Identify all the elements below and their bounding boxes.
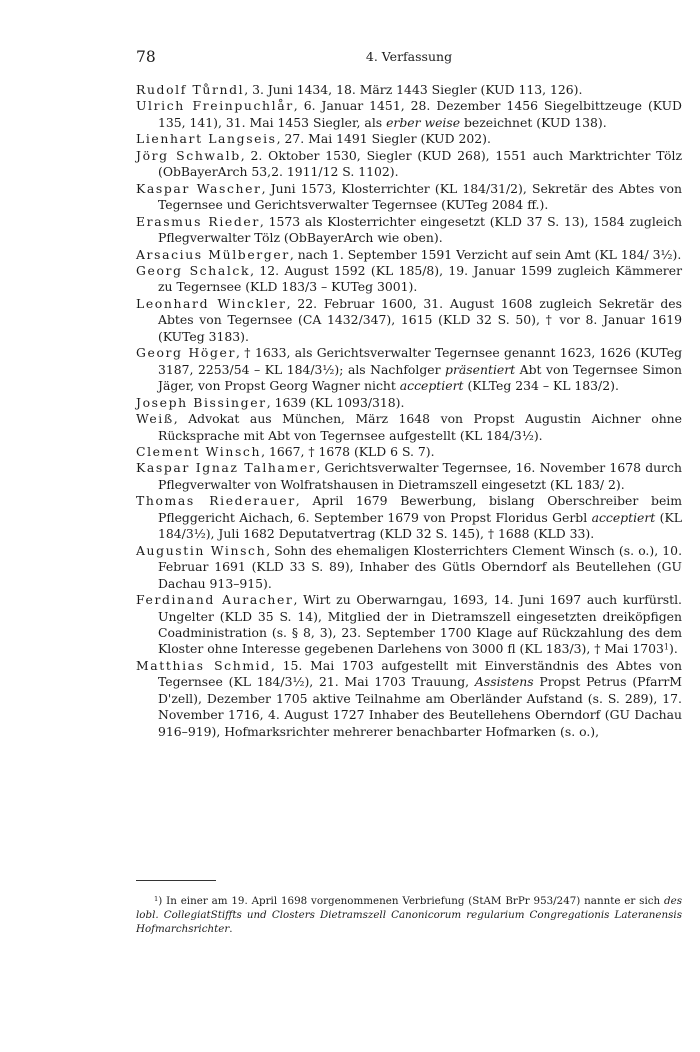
- entry-name: Jörg Schwalb: [136, 147, 241, 163]
- entry-name: Clement Winsch: [136, 443, 262, 459]
- italic-text: acceptiert: [399, 378, 464, 394]
- entry-text: (KL 184/3½), Juli 1682 Deputatvertrag (KLD 32 S. 145), † 1688 (KLD 33).: [158, 509, 682, 542]
- entry-text: , April 1679 Bewerbung, bislang Oberschreiber beim Pfleggericht Aichach, 6. September 1679 von Propst Floridus Gerbl: [158, 493, 682, 525]
- entry-text: , 1573 als Klosterrichter eingesetzt (KLD 37 S. 13), 1584 zugleich Pflegverwalter Tölz (ObBayerArch wie oben).: [158, 213, 682, 246]
- entry-name: Arsacius Mülberger: [136, 246, 290, 262]
- entry-text: , 15. Mai 1703 aufgestellt mit Einverständnis des Abtes von Tegernsee (KL 184/3½), 21. Mai 1703 Trauung,: [158, 657, 682, 690]
- entry-name: Erasmus Rieder: [136, 213, 260, 229]
- entry-name: Ulrich Freinpuchlår: [136, 98, 294, 114]
- italic-text: des lobl. CollegiatStiffts und Closters Dietramszell Canonicorum regularium Congregationis Lateranensis Hofmarchsrichter: [136, 895, 682, 935]
- entry-name: Augustin Winsch: [136, 542, 267, 558]
- italic-text: präsentiert: [445, 361, 516, 377]
- entry: [136, 460, 682, 493]
- entry-text: , 22. Februar 1600, 31. August 1608 zugleich Sekretär des Abtes von Tegernsee (CA 1432/347), 1615 (KLD 32 S. 50), † vor 8. Januar 1619 (KUTeg 3183).: [158, 295, 682, 344]
- entry-text: , Wirt zu Oberwarngau, 1693, 14. Juni 1697 auch kurfürstl. Ungelter (KLD 35 S. 14), Mitglied der in Dietramszell eingesetzten dreiköpfigen Coadministration (s. § 8, 3), 23. September 1700 Klage auf Rückzahlung des dem Kloster ohne Interesse gegebenen Darlehens von 3000 fl (KL 183/3), † Mai 1703: [158, 592, 682, 657]
- entry: [136, 131, 682, 147]
- entry: [136, 345, 682, 394]
- entry-text: , 12. August 1592 (KL 185/8), 19. Januar 1599 zugleich Kämmerer zu Tegernsee (KLD 183/3 – KUTeg 3001).: [158, 262, 682, 295]
- entry: [136, 543, 682, 592]
- entry: [136, 493, 682, 542]
- italic-text: Assistens: [474, 674, 534, 690]
- entry-text: , 3. Juni 1434, 18. März 1443 Siegler (KUD 113, 126).: [244, 82, 583, 97]
- entry-text: Abt von Tegernsee Simon Jäger, von Propst Georg Wagner nicht: [158, 361, 682, 394]
- entry: [136, 148, 682, 181]
- entry-text: .: [229, 923, 233, 935]
- entry-text: , † 1633, als Gerichtsverwalter Tegernsee genannt 1623, 1626 (KUTeg 3187, 2253/54 – KL 184/3½); als Nachfolger: [158, 345, 682, 377]
- entry: [136, 247, 682, 263]
- entry: [136, 444, 682, 460]
- entry-name: Lienhart Langseis: [136, 131, 277, 147]
- entry-name: Ferdinand Auracher: [136, 592, 294, 608]
- entry: [136, 82, 682, 98]
- entry-text: (KLTeg 234 – KL 183/2).: [463, 378, 619, 394]
- entry-list: [136, 82, 682, 740]
- entry-text: , Gerichtsverwalter Tegernsee, 16. November 1678 durch Pflegverwalter von Wolfratshausen in Dietramszell eingesetzt (KL 183/ 2).: [158, 460, 682, 492]
- entry-text: , 1639 (KL 1093/318).: [266, 394, 405, 410]
- entry-name: Georg Höger: [136, 345, 237, 361]
- entry-text: ) In einer am 19. April 1698 vorgenommenen Verbriefung (StAM BrPr 953/247) nannte er sich: [158, 895, 665, 907]
- entry-text: ).: [669, 641, 678, 657]
- entry: [136, 658, 682, 740]
- entry-text: , 6. Januar 1451, 28. Dezember 1456 Siegelbittzeuge (KUD 135, 141), 31. Mai 1453 Siegler, als: [158, 98, 682, 130]
- entry: [136, 181, 682, 214]
- entry-name: Kaspar Wascher: [136, 180, 262, 196]
- entry-name: Kaspar Ignaz Talhamer: [136, 460, 317, 476]
- entry-name: Weiß: [136, 411, 174, 427]
- entry-text: , Sohn des ehemaligen Klosterrichters Clement Winsch (s. o.), 10. Februar 1691 (KLD 33 S. 89), Inhaber des Gütls Oberndorf als Beutellehen (GU Dachau 913–915).: [158, 542, 683, 591]
- entry-name: Joseph Bissinger: [136, 394, 267, 410]
- italic-text: erber weise: [386, 114, 461, 130]
- entry: [136, 214, 682, 247]
- entry: [136, 592, 682, 658]
- running-title: 4. Verfassung: [365, 49, 453, 64]
- footnote: [136, 894, 682, 936]
- entry-text: , Advokat aus München, März 1648 von Propst Augustin Aichner ohne Rücksprache mit Abt von Tegernsee aufgestellt (KL 184/3½).: [158, 411, 682, 443]
- entry-text: , 1667, † 1678 (KLD 6 S. 7).: [261, 443, 435, 459]
- footnote-marker: 1: [154, 895, 159, 903]
- entry-text: , 27. Mai 1491 Siegler (KUD 202).: [276, 131, 491, 147]
- entry-text: bezeichnet (KUD 138).: [460, 114, 607, 130]
- entry-name: Matthias Schmid: [136, 657, 271, 673]
- page-number: 78: [136, 48, 156, 66]
- italic-text: acceptiert: [591, 509, 656, 525]
- entry-text: Propst Petrus (PfarrM D'zell), Dezember 1705 aktive Teilnahme am Oberländer Aufstand (s. S. 289), 17. November 1716, 4. August 1727 Inhaber des Beutellehens Oberndorf (GU Dachau 916–919), Hofmarksrichter mehrerer benachbarter Hofmarken (s. o.),: [158, 674, 682, 739]
- entry: [136, 411, 682, 444]
- entry-name: Georg Schalck: [136, 262, 251, 278]
- entry-name: Rudolf Tůrndl: [136, 82, 245, 97]
- page-header: [136, 48, 682, 68]
- entry-text: , Juni 1573, Klosterrichter (KL 184/31/2), Sekretär des Abtes von Tegernsee und Gerichtsverwalter Tegernsee (KUTeg 2084 ff.).: [158, 180, 682, 213]
- entry: [136, 98, 682, 131]
- entry-name: Leonhard Winckler: [136, 295, 287, 311]
- entry-name: Thomas Riederauer: [136, 493, 296, 509]
- entry: [136, 296, 682, 345]
- entry-text: , nach 1. September 1591 Verzicht auf sein Amt (KL 184/ 3½).: [289, 246, 682, 262]
- footnote-marker: 1: [663, 642, 669, 652]
- footnote-rule: [136, 880, 216, 881]
- entry-text: , 2. Oktober 1530, Siegler (KUD 268), 1551 auch Marktrichter Tölz (ObBayerArch 53,2. 1911/12 S. 1102).: [158, 147, 682, 180]
- entry: [136, 395, 682, 411]
- entry: [136, 263, 682, 296]
